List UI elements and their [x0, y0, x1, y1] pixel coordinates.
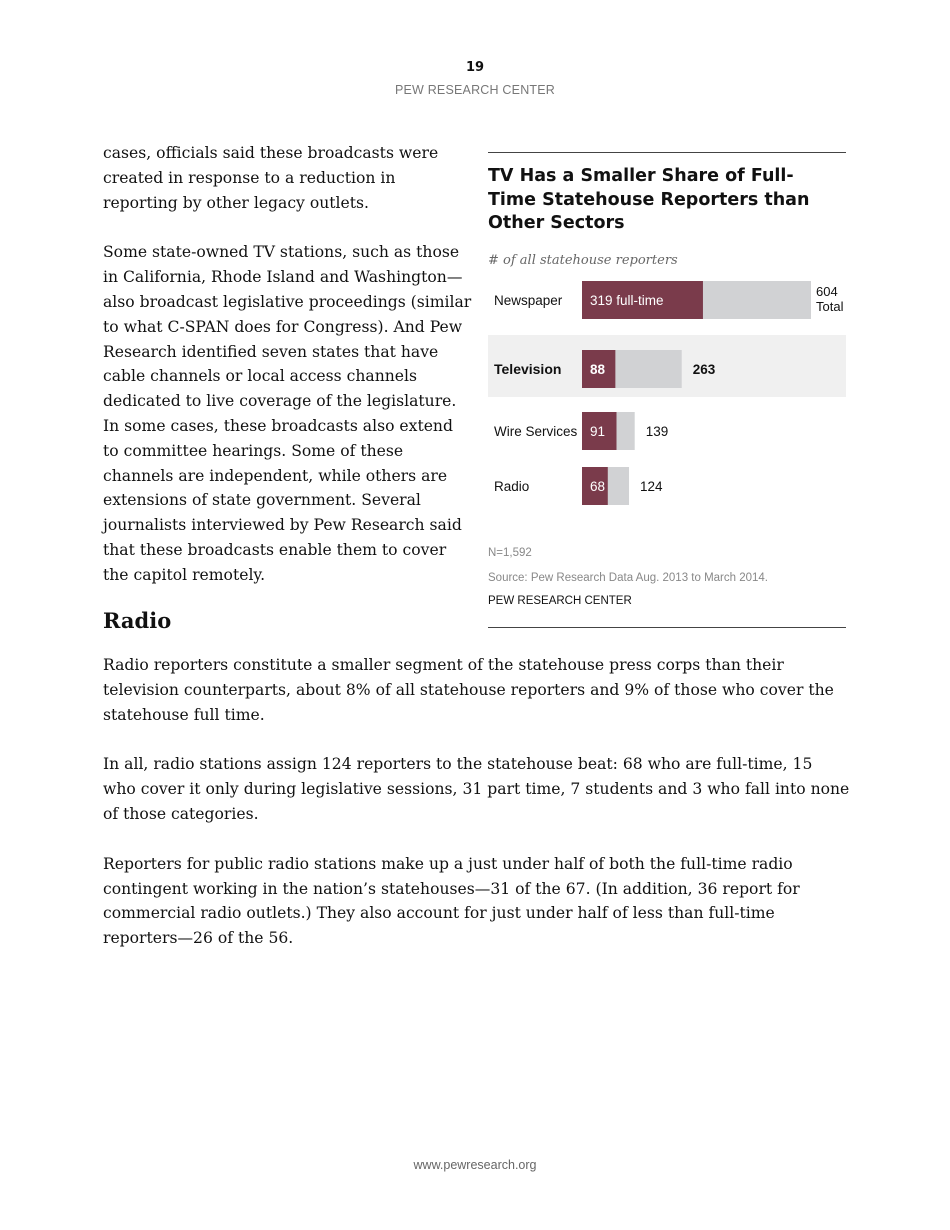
category-label: Television: [494, 361, 562, 377]
chart-title: TV Has a Smaller Share of Full-Time Statehouse Reporters than Other Sectors: [488, 166, 810, 233]
full-time-label: 88: [590, 362, 606, 377]
category-label: Newspaper: [494, 293, 563, 308]
running-header: PEW RESEARCH CENTER: [394, 83, 556, 97]
paragraph: cases, officials said these broadcasts were created in response to a reduction in reporting by other legacy outlets.: [103, 144, 439, 212]
full-time-label: 68: [590, 479, 606, 494]
page-number: 19: [465, 60, 485, 75]
chart-subtitle: # of all statehouse reporters: [488, 253, 678, 268]
total-label: 124: [640, 479, 663, 494]
paragraph: Some state-owned TV stations, such as those in California, Rhode Island and Washington—also broadcast legislative proceedings (similar to what C-SPAN does for Congress). And Pew Research identified seven states that have cable channels or local access channels dedicated to live coverage of the legislature. In some cases, these broadcasts also extend to committee hearings. Some of these channels are independent, while others are extensions of state government. Several journalists interviewed by Pew Research said that these broadcasts enable them to cover the capitol remotely.: [103, 243, 472, 584]
chart-sample-size: N=1,592: [488, 547, 532, 559]
total-label: 263: [692, 362, 716, 377]
category-label: Radio: [494, 479, 530, 494]
bar-chart: [488, 153, 846, 627]
total-label: 139: [645, 424, 669, 439]
chart-figure: [488, 152, 846, 628]
full-time-label: 319 full-time: [590, 293, 664, 308]
paragraph: Radio reporters constitute a smaller segment of the statehouse press corps than their television counterparts, about 8% of all statehouse reporters and 9% of those who cover the statehouse full time.: [103, 656, 834, 724]
total-suffix-label: Total: [816, 299, 844, 314]
category-label: Wire Services: [494, 424, 578, 439]
section-heading: Radio: [103, 608, 172, 633]
chart-org-label: PEW RESEARCH CENTER: [488, 595, 632, 607]
total-label: 604: [816, 284, 838, 299]
paragraph: Reporters for public radio stations make up a just under half of both the full-time radio contingent working in the nation’s statehouses—31 of the 67. (In addition, 36 report for commercial radio outlets.) They also account for just under half of less than full-time reporters—26 of the 56.: [103, 854, 800, 948]
full-time-label: 91: [590, 424, 606, 439]
paragraph: In all, radio stations assign 124 reporters to the statehouse beat: 68 who are full-time, 15 who cover it only during legislative sessions, 31 part time, 7 students and 3 who fall into none of those categories.: [103, 755, 850, 823]
section-text: [103, 653, 850, 976]
left-column-text: [103, 141, 473, 613]
footer-url: www.pewresearch.org: [413, 1158, 537, 1172]
chart-source: Source: Pew Research Data Aug. 2013 to March 2014.: [488, 572, 768, 584]
